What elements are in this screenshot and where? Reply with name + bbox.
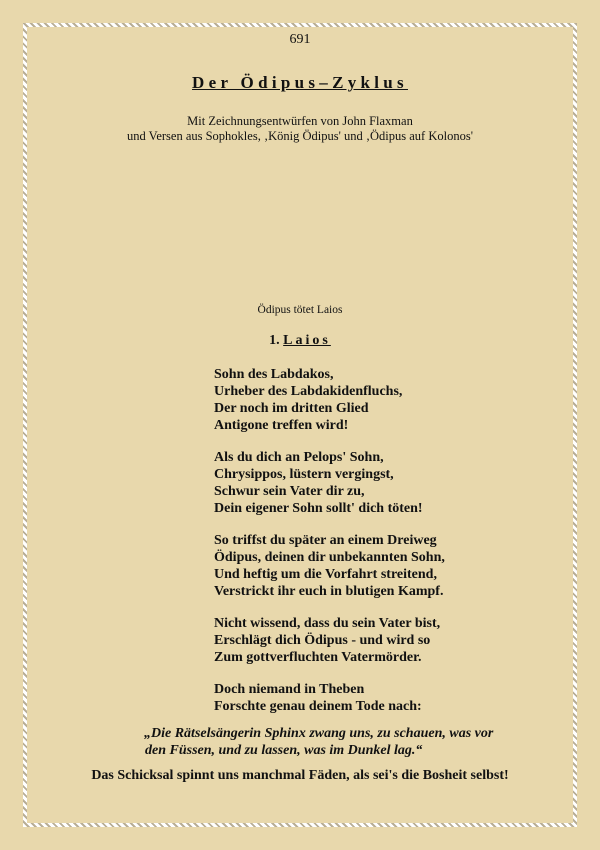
verse-line: Urheber des Labdakidenfluchs, <box>214 384 403 399</box>
verse-line: Dein eigener Sohn sollt' dich töten! <box>214 501 423 516</box>
verse-line: Ödipus, deinen dir unbekannten Sohn, <box>214 550 445 565</box>
sphinx-quote <box>144 726 564 759</box>
poem <box>214 366 534 730</box>
closing-line: Das Schicksal spinnt uns manchmal Fäden, als sei's die Bosheit selbst! <box>91 768 509 783</box>
verse-line: Chrysippos, lüstern vergingst, <box>214 467 394 482</box>
verse-line: Und heftig um die Vorfahrt streitend, <box>214 567 437 582</box>
subtitle <box>0 114 600 144</box>
quote-line: „Die Rätselsängerin Sphinx zwang uns, zu schauen, was vor <box>144 726 494 741</box>
verse-line: So triffst du später an einem Dreiweg <box>214 533 437 548</box>
stanza <box>214 532 534 600</box>
stanza <box>214 681 534 715</box>
verse-line: Zum gottverfluchten Vatermörder. <box>214 650 422 665</box>
quote-line: den Füssen, und zu lassen, was im Dunkel lag.“ <box>145 742 423 758</box>
verse-line: Antigone treffen wird! <box>214 418 349 433</box>
stanza <box>214 615 534 666</box>
subtitle-line: Mit Zeichnungsentwürfen von John Flaxman <box>187 114 413 128</box>
verse-line: Doch niemand in Theben <box>214 682 365 697</box>
verse-line: Sohn des Labdakos, <box>214 367 334 382</box>
section-name: Laios <box>283 333 331 348</box>
verse-line: Schwur sein Vater dir zu, <box>214 484 365 499</box>
stanza <box>214 366 534 434</box>
verse-line: Erschlägt dich Ödipus - und wird so <box>214 633 431 648</box>
subtitle-line: und Versen aus Sophokles, ‚König Ödipus' und ‚Ödipus auf Kolonos' <box>127 129 473 143</box>
page-number: 691 <box>289 32 311 47</box>
page-title: Der Ödipus–Zyklus <box>192 73 408 92</box>
verse-line: Forschte genau deinem Tode nach: <box>214 699 422 714</box>
section-number: 1. <box>269 333 280 348</box>
stanza <box>214 449 534 517</box>
verse-line: Als du dich an Pelops' Sohn, <box>214 450 384 465</box>
image-caption: Ödipus tötet Laios <box>257 304 343 316</box>
verse-line: Nicht wissend, dass du sein Vater bist, <box>214 616 441 631</box>
verse-line: Der noch im dritten Glied <box>214 401 369 416</box>
section-heading <box>0 333 600 349</box>
verse-line: Verstrickt ihr euch in blutigen Kampf. <box>214 584 444 599</box>
